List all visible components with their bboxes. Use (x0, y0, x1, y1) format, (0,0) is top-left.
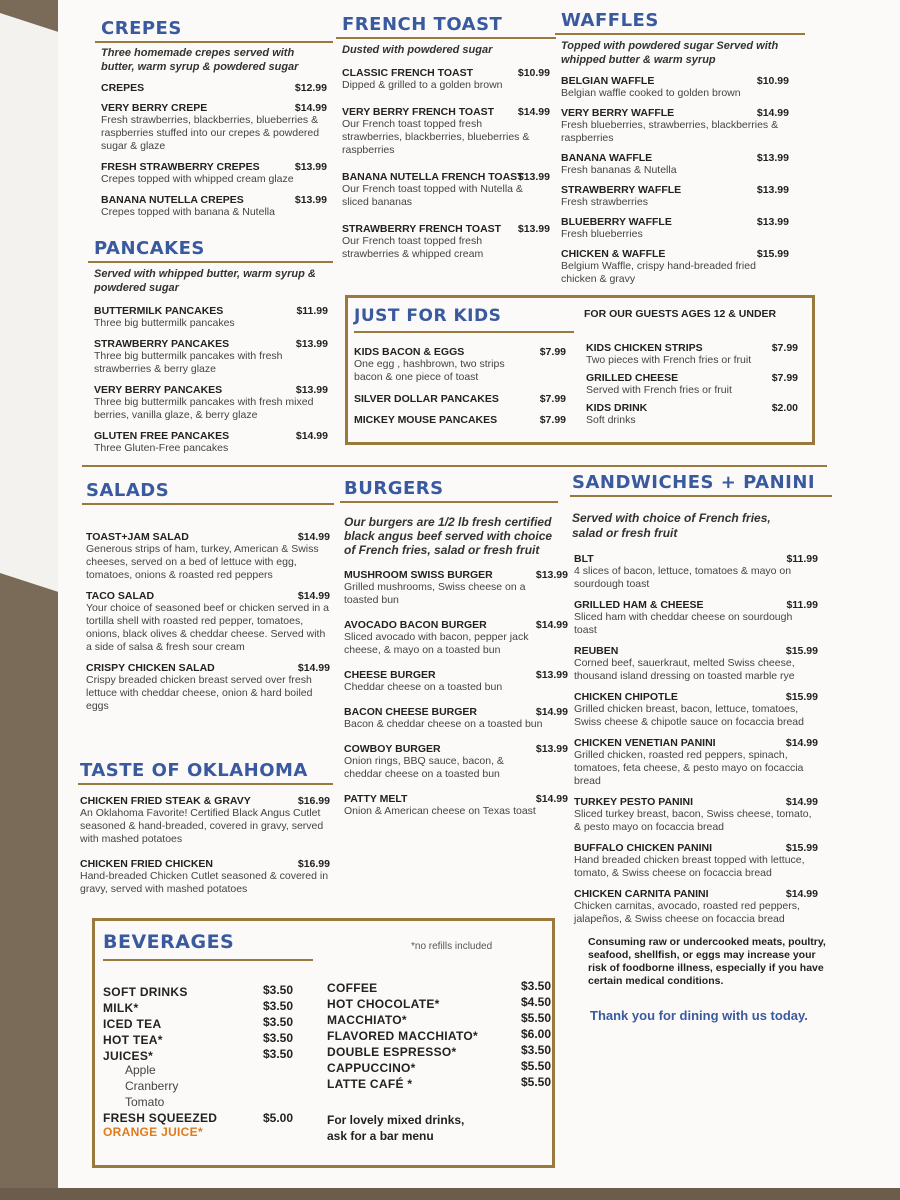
item-description: Onion rings, BBQ sauce, bacon, & cheddar cheese on a toasted bun (344, 755, 504, 780)
beverage-name-orange: ORANGE JUICE* (103, 1125, 203, 1139)
section-description: Our burgers are 1/2 lb fresh certified black angus beef served with choice of French fries, salad or fresh fruit (344, 515, 553, 557)
item-description: Generous strips of ham, turkey, American & Swiss cheeses, served on a bed of lettuce with egg, tomatoes, onions & roasted red peppers (86, 543, 319, 581)
beverage-price: $6.00 (520, 1027, 551, 1041)
menu-item (344, 619, 568, 657)
section-title: BURGERS (340, 478, 558, 503)
beverage-item (327, 1059, 551, 1075)
sandwiches-section (570, 472, 832, 1023)
item-description: Fresh blueberries, strawberries, blackberries & raspberries (561, 119, 779, 144)
item-name: BANANA NUTELLA FRENCH TOAST (342, 171, 524, 183)
item-name: STRAWBERRY WAFFLE (561, 184, 682, 196)
item-price: $11.99 (296, 305, 328, 317)
item-description: An Oklahoma Favorite! Certified Black Angus Cutlet seasoned & hand-breaded, covered in gravy, served with mashed potatoes (80, 807, 324, 845)
item-price: $16.99 (297, 858, 330, 870)
item-description: Two pieces with French fries or fruit (586, 354, 752, 366)
menu-item (342, 223, 550, 261)
menu-item (354, 393, 566, 405)
item-description: Crepes topped with banana & Nutella (101, 206, 275, 218)
item-name: AVOCADO BACON BURGER (344, 619, 487, 631)
menu-item (561, 75, 789, 100)
item-description: Chicken carnitas, avocado, roasted red peppers, jalapeños, & Swiss cheese on focaccia bread (574, 900, 800, 925)
section-description: Topped with powdered sugar Served with whipped butter & warm syrup (561, 40, 779, 66)
menu-item (101, 194, 327, 219)
item-name: TACO SALAD (86, 590, 155, 602)
section-title: JUST FOR KIDS (354, 306, 502, 326)
beverage-name: FRESH SQUEEZED (103, 1111, 218, 1125)
beverage-name: SOFT DRINKS (103, 985, 188, 999)
item-price: $7.99 (539, 393, 566, 405)
menu-item (101, 82, 327, 94)
item-name: BLT (574, 553, 594, 565)
menu-item (86, 662, 330, 713)
item-description: Grilled chicken, roasted red peppers, spinach, tomatoes, feta cheese, & pesto mayo on focaccia bread (574, 749, 804, 787)
item-name: BACON CHEESE BURGER (344, 706, 478, 718)
thank-you-message: Thank you for dining with us today. (590, 1008, 808, 1023)
item-description: Sliced avocado with bacon, pepper jack cheese, & mayo on a toasted bun (344, 631, 529, 656)
beverage-price: $3.50 (262, 983, 293, 997)
beverage-price: $5.50 (520, 1075, 551, 1089)
menu-item (101, 102, 327, 153)
menu-item (574, 796, 818, 834)
juice-option: Apple (125, 1063, 156, 1077)
item-price: $13.99 (517, 223, 550, 235)
section-title: SALADS (82, 480, 334, 505)
menu-item (561, 184, 789, 209)
crepes-section (95, 18, 333, 227)
item-price: $14.99 (297, 531, 330, 543)
menu-item (86, 590, 330, 654)
item-name: GRILLED HAM & CHEESE (574, 599, 704, 611)
item-description: Our French toast topped with Nutella & sliced bananas (342, 183, 523, 208)
item-name: CHICKEN CARNITA PANINI (574, 888, 709, 900)
beverage-item (103, 1031, 293, 1047)
menu-item (94, 338, 328, 376)
kids-menu-box (345, 295, 815, 445)
menu-item (586, 342, 798, 367)
item-description: Belgian waffle cooked to golden brown (561, 87, 741, 99)
item-description: Fresh blueberries (561, 228, 643, 240)
item-price: $14.99 (785, 737, 818, 749)
item-description: Served with French fries or fruit (586, 384, 732, 396)
beverage-price: $3.50 (262, 999, 293, 1013)
item-price: $15.99 (785, 645, 818, 657)
menu-item (101, 161, 327, 186)
item-price: $13.99 (294, 194, 327, 206)
item-description: Your choice of seasoned beef or chicken served in a tortilla shell with roasted red pepper, tomatoes, onions, black olives & cheddar cheese. Served with a side of salsa & fresh sour cream (86, 602, 330, 653)
item-name: TOAST+JAM SALAD (86, 531, 189, 543)
item-name: GRILLED CHEESE (586, 372, 679, 384)
item-price: $16.99 (297, 795, 330, 807)
item-name: GLUTEN FREE PANCAKES (94, 430, 230, 442)
burgers-section (340, 478, 570, 830)
item-price: $14.99 (297, 662, 330, 674)
beverage-price: $5.00 (262, 1111, 293, 1125)
item-name: CHICKEN & WAFFLE (561, 248, 666, 260)
item-name: VERY BERRY CREPE (101, 102, 208, 114)
item-name: BLUEBERRY WAFFLE (561, 216, 672, 228)
section-title: SANDWICHES + PANINI (570, 472, 832, 497)
item-price: $14.99 (295, 430, 328, 442)
beverage-price: $4.50 (520, 995, 551, 1009)
item-price: $13.99 (756, 184, 789, 196)
item-name: BELGIAN WAFFLE (561, 75, 655, 87)
item-price: $11.99 (786, 553, 818, 565)
item-price: $14.99 (535, 793, 568, 805)
item-name: BANANA WAFFLE (561, 152, 653, 164)
beverage-item (103, 1111, 293, 1145)
item-price: $14.99 (756, 107, 789, 119)
item-description: Onion & American cheese on Texas toast (344, 805, 536, 817)
beverage-name: DOUBLE ESPRESSO* (327, 1045, 457, 1059)
beverage-item (327, 1043, 551, 1059)
pancakes-section (88, 238, 333, 463)
beverage-name: MILK* (103, 1001, 139, 1015)
beverage-name: HOT CHOCOLATE* (327, 997, 440, 1011)
item-price: $14.99 (297, 590, 330, 602)
item-price: $14.99 (535, 619, 568, 631)
item-description: Sliced turkey breast, bacon, Swiss cheese, tomato, & pesto mayo on focaccia bread (574, 808, 812, 833)
item-name: KIDS DRINK (586, 402, 648, 414)
item-description: Three big buttermilk pancakes with fresh strawberries & berry glaze (94, 350, 283, 375)
item-price: $13.99 (535, 569, 568, 581)
menu-item (574, 553, 818, 591)
menu-item (344, 569, 568, 607)
section-subtitle: FOR OUR GUESTS AGES 12 & UNDER (584, 308, 777, 320)
menu-item (342, 67, 550, 92)
item-name: CREPES (101, 82, 145, 94)
beverage-item (103, 1015, 293, 1031)
section-description: Dusted with powdered sugar (342, 44, 493, 56)
beverage-name: CAPPUCCINO* (327, 1061, 416, 1075)
beverage-item (103, 1047, 293, 1063)
item-description: Sliced ham with cheddar cheese on sourdough toast (574, 611, 793, 636)
menu-item (561, 248, 789, 286)
item-price: $14.99 (294, 102, 327, 114)
menu-item (561, 152, 789, 177)
menu-item (354, 414, 566, 426)
item-price: $13.99 (756, 152, 789, 164)
item-price: $13.99 (535, 669, 568, 681)
beverage-item (103, 983, 293, 999)
item-description: Grilled mushrooms, Swiss cheese on a toasted bun (344, 581, 526, 606)
item-price: $10.99 (517, 67, 550, 79)
item-name: CHICKEN FRIED STEAK & GRAVY (80, 795, 251, 807)
item-name: FRESH STRAWBERRY CREPES (101, 161, 260, 173)
item-name: KIDS BACON & EGGS (354, 346, 465, 358)
item-name: COWBOY BURGER (344, 743, 441, 755)
menu-item (586, 402, 798, 427)
item-name: CHEESE BURGER (344, 669, 436, 681)
item-name: KIDS CHICKEN STRIPS (586, 342, 703, 354)
item-price: $2.00 (771, 402, 798, 414)
french-toast-section (336, 14, 556, 275)
menu-item (574, 645, 818, 683)
item-description: Cheddar cheese on a toasted bun (344, 681, 503, 693)
beverage-price: $3.50 (520, 979, 551, 993)
beverage-name: ICED TEA (103, 1017, 162, 1031)
item-description: Our French toast topped fresh strawberries, blackberries, blueberries & raspberries (342, 118, 530, 156)
section-description: Served with whipped butter, warm syrup & powdered sugar (94, 268, 316, 294)
item-name: CHICKEN FRIED CHICKEN (80, 858, 214, 870)
item-description: Fresh strawberries, blackberries, blueberries & raspberries stuffed into our crepes & powdered sugar & glaze (101, 114, 320, 152)
item-price: $13.99 (295, 384, 328, 396)
item-description: Fresh strawberries (561, 196, 648, 208)
item-price: $12.99 (294, 82, 327, 94)
section-title: WAFFLES (555, 10, 805, 35)
item-description: Three Gluten-Free pancakes (94, 442, 229, 454)
section-description: Served with choice of French fries, salad or fresh fruit (572, 511, 771, 540)
item-name: STRAWBERRY FRENCH TOAST (342, 223, 502, 235)
item-name: MUSHROOM SWISS BURGER (344, 569, 493, 581)
item-description: Hand breaded chicken breast topped with lettuce, tomato, & Swiss cheese on focaccia bread (574, 854, 805, 879)
beverage-item (327, 979, 551, 995)
beverage-item (327, 1011, 551, 1027)
item-name: VERY BERRY FRENCH TOAST (342, 106, 495, 118)
item-description: Crepes topped with whipped cream glaze (101, 173, 294, 185)
section-title: PANCAKES (88, 238, 333, 263)
beverage-name: FLAVORED MACCHIATO* (327, 1029, 479, 1043)
menu-item (342, 106, 550, 157)
menu-item (344, 706, 568, 731)
item-name: CHICKEN VENETIAN PANINI (574, 737, 716, 749)
item-description: Three big buttermilk pancakes (94, 317, 235, 329)
item-name: VERY BERRY WAFFLE (561, 107, 675, 119)
beverage-price: $5.50 (520, 1011, 551, 1025)
item-name: CLASSIC FRENCH TOAST (342, 67, 474, 79)
menu-item (574, 599, 818, 637)
item-name: CHICKEN CHIPOTLE (574, 691, 678, 703)
item-name: BUTTERMILK PANCAKES (94, 305, 224, 317)
item-name: BANANA NUTELLA CREPES (101, 194, 244, 206)
beverage-price: $3.50 (262, 1047, 293, 1061)
item-price: $11.99 (786, 599, 818, 611)
item-name: TURKEY PESTO PANINI (574, 796, 694, 808)
beverage-name: MACCHIATO* (327, 1013, 407, 1027)
item-price: $13.99 (295, 338, 328, 350)
oklahoma-section (78, 760, 333, 908)
item-price: $13.99 (535, 743, 568, 755)
item-name: REUBEN (574, 645, 619, 657)
item-price: $14.99 (785, 888, 818, 900)
beverages-box (92, 918, 555, 1168)
section-title: BEVERAGES (103, 931, 235, 953)
menu-item (94, 384, 328, 422)
menu-item (86, 531, 330, 582)
item-price: $14.99 (517, 106, 550, 118)
item-name: BUFFALO CHICKEN PANINI (574, 842, 713, 854)
item-description: Fresh bananas & Nutella (561, 164, 677, 176)
menu-item (94, 430, 328, 455)
item-price: $13.99 (756, 216, 789, 228)
beverage-name: JUICES* (103, 1049, 154, 1063)
beverage-price: $5.50 (520, 1059, 551, 1073)
item-description: Belgium Waffle, crispy hand-breaded fried chicken & gravy (561, 260, 756, 285)
beverage-name: LATTE CAFÉ * (327, 1077, 413, 1091)
item-price: $10.99 (756, 75, 789, 87)
item-description: Dipped & grilled to a golden brown (342, 79, 503, 91)
refill-note: *no refills included (411, 941, 493, 952)
menu-item (574, 691, 818, 729)
section-title: TASTE OF OKLAHOMA (78, 760, 333, 785)
beverage-item (327, 1027, 551, 1043)
beverage-item (327, 995, 551, 1011)
juice-option: Cranberry (125, 1079, 179, 1093)
item-price: $13.99 (517, 171, 550, 183)
item-price: $7.99 (771, 342, 798, 354)
item-description: One egg , hashbrown, two strips bacon & one piece of toast (354, 358, 505, 383)
item-price: $15.99 (785, 691, 818, 703)
item-description: 4 slices of bacon, lettuce, tomatoes & mayo on sourdough toast (574, 565, 792, 590)
item-price: $7.99 (771, 372, 798, 384)
section-title: CREPES (95, 18, 333, 43)
menu-item (344, 793, 568, 818)
menu-item (94, 305, 328, 330)
menu-item (574, 888, 818, 926)
menu-item (561, 216, 789, 241)
beverage-price: $3.50 (262, 1015, 293, 1029)
section-description: Three homemade crepes served with butter, warm syrup & powdered sugar (101, 47, 299, 73)
menu-item (354, 346, 566, 384)
beverage-item (327, 1075, 551, 1091)
beverage-price: $3.50 (520, 1043, 551, 1057)
item-name: VERY BERRY PANCAKES (94, 384, 223, 396)
item-name: MICKEY MOUSE PANCAKES (354, 414, 498, 426)
item-name: CRISPY CHICKEN SALAD (86, 662, 215, 674)
item-name: STRAWBERRY PANCAKES (94, 338, 230, 350)
beverage-item (103, 999, 293, 1015)
item-description: Crispy breaded chicken breast served over fresh lettuce with cheddar cheese, onion & hard boiled eggs (86, 674, 313, 712)
menu-item (344, 669, 568, 694)
menu-item (342, 171, 550, 209)
foodborne-warning: Consuming raw or undercooked meats, poultry, seafood, shellfish, or eggs may increase your risk of foodborne illness, especially if you have certain medical conditions. (588, 936, 826, 987)
section-title: FRENCH TOAST (336, 14, 556, 39)
item-description: Hand-breaded Chicken Cutlet seasoned & covered in gravy, served with mashed potatoes (80, 870, 329, 895)
item-price: $7.99 (539, 414, 566, 426)
beverage-name: HOT TEA* (103, 1033, 163, 1047)
menu-item (80, 795, 330, 846)
item-description: Grilled chicken breast, bacon, lettuce, tomatoes, Swiss cheese & chipotle sauce on focaccia bread (574, 703, 804, 728)
beverage-price: $3.50 (262, 1031, 293, 1045)
juice-option: Tomato (125, 1095, 165, 1109)
item-description: Bacon & cheddar cheese on a toasted bun (344, 718, 543, 730)
menu-item (574, 737, 818, 788)
item-description: Three big buttermilk pancakes with fresh mixed berries, vanilla glaze, & berry glaze (94, 396, 314, 421)
item-description: Soft drinks (586, 414, 636, 426)
menu-item (561, 107, 789, 145)
item-price: $15.99 (756, 248, 789, 260)
item-price: $14.99 (535, 706, 568, 718)
item-price: $15.99 (785, 842, 818, 854)
menu-item (80, 858, 330, 896)
menu-item (344, 743, 568, 781)
waffles-section (555, 10, 805, 293)
menu-item (574, 842, 818, 880)
salads-section (82, 480, 334, 721)
item-price: $7.99 (539, 346, 566, 358)
item-name: SILVER DOLLAR PANCAKES (354, 393, 499, 405)
item-description: Our French toast topped fresh strawberries & whipped cream (342, 235, 484, 260)
item-price: $14.99 (785, 796, 818, 808)
menu-item (586, 372, 798, 397)
item-price: $13.99 (294, 161, 327, 173)
item-name: PATTY MELT (344, 793, 408, 805)
section-divider (82, 465, 827, 467)
beverage-name: COFFEE (327, 981, 378, 995)
item-description: Corned beef, sauerkraut, melted Swiss cheese, thousand island dressing on toasted marble rye (574, 657, 795, 682)
table-edge (0, 1188, 900, 1200)
mixed-drinks-note: For lovely mixed drinks, ask for a bar menu (327, 1113, 465, 1143)
